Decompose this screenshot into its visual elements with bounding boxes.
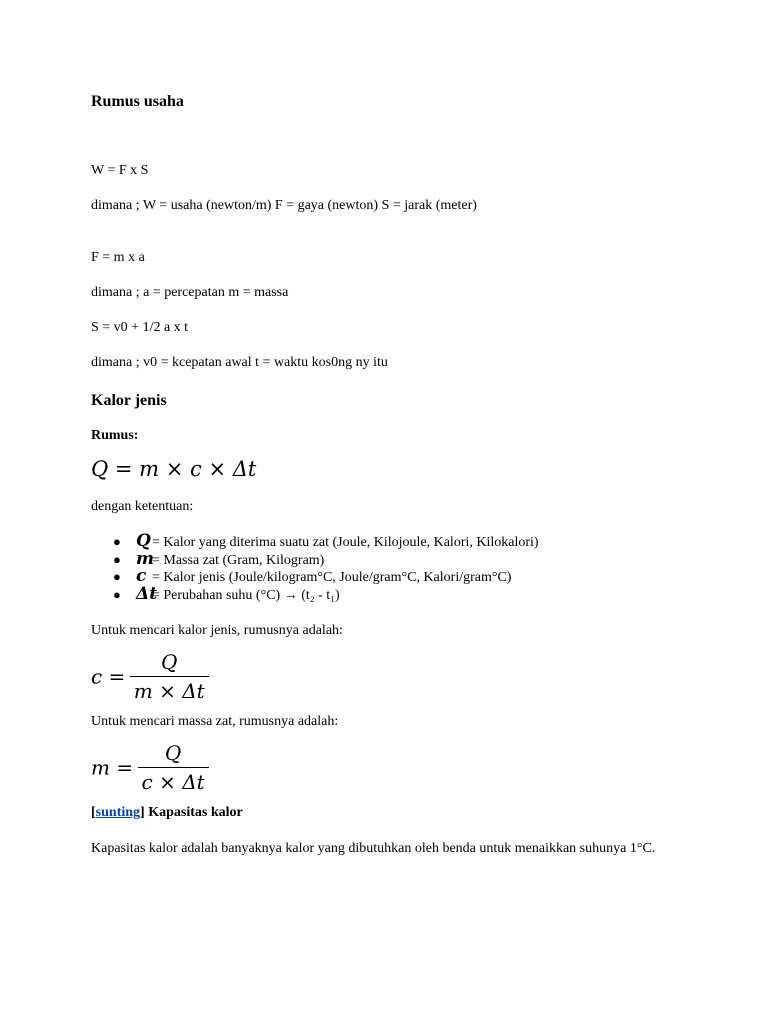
edit-link[interactable]: sunting [95, 805, 141, 820]
symbol-q: Q [136, 531, 151, 551]
main-heat-formula: Q = m × c × Δt [91, 457, 257, 481]
fraction-numerator: Q [161, 650, 178, 674]
fraction-denominator: m × Δt [130, 676, 209, 701]
list-item [91, 548, 539, 569]
equation-force-description: dimana ; a = percepatan m = massa [91, 285, 289, 300]
definition-text: = Kalor jenis (Joule/kilogram°C, Joule/gram°C, Kalori/gram°C) [152, 570, 512, 586]
definitions-list [91, 533, 539, 603]
rumus-label: Rumus: [91, 428, 139, 443]
bullet-icon: ● [113, 569, 121, 585]
fraction-numerator: Q [164, 741, 182, 765]
fraction-denominator: c × Δt [138, 767, 209, 792]
specific-heat-intro: Untuk mencari kalor jenis, rumusnya adalah: [91, 623, 343, 638]
section-title-kapasitas-kalor: Kapasitas kalor [148, 805, 243, 820]
kapasitas-kalor-paragraph: Kapasitas kalor adalah banyaknya kalor yang dibutuhkan oleh benda untuk menaikkan suhunya 1°C. [91, 841, 656, 856]
section-heading-kapasitas-kalor: [sunting] Kapasitas kalor [91, 805, 243, 820]
equation-distance-description: dimana ; v0 = kcepatan awal t = waktu kos0ng ny itu [91, 355, 388, 370]
list-item [91, 533, 539, 551]
bullet-icon: ● [113, 586, 121, 602]
symbol-m: m [136, 548, 154, 569]
section-title-kalor-jenis: Kalor jenis [91, 392, 167, 409]
symbol-delta-t: Δt [136, 583, 158, 604]
list-item [91, 583, 539, 604]
fraction [138, 743, 209, 792]
formula-lhs: c = [91, 664, 126, 689]
equation-force: F = m x a [91, 250, 145, 265]
section-title-rumus-usaha: Rumus usaha [91, 93, 184, 110]
definition-text: = Massa zat (Gram, Kilogram) [152, 552, 325, 568]
list-item [91, 568, 539, 586]
symbol-c: c [136, 566, 147, 587]
formula-mass [91, 743, 209, 792]
formula-lhs: m = [91, 755, 134, 780]
equation-distance: S = v0 + 1/2 a x t [91, 320, 189, 335]
formula-specific-heat [91, 652, 209, 701]
definition-text: = Kalor yang diterima suatu zat (Joule, Kilojoule, Kalori, Kilokalori) [152, 535, 539, 550]
mass-intro: Untuk mencari massa zat, rumusnya adalah: [91, 714, 339, 729]
fraction [130, 652, 209, 701]
bullet-icon: ● [113, 551, 121, 567]
equation-work: W = F x S [91, 163, 149, 178]
equation-work-description: dimana ; W = usaha (newton/m) F = gaya (newton) S = jarak (meter) [91, 198, 477, 213]
definitions-intro: dengan ketentuan: [91, 499, 194, 514]
definition-text: = Perubahan suhu (°C) → (t₂ - t₁) [152, 587, 340, 603]
bullet-icon: ● [113, 534, 121, 549]
